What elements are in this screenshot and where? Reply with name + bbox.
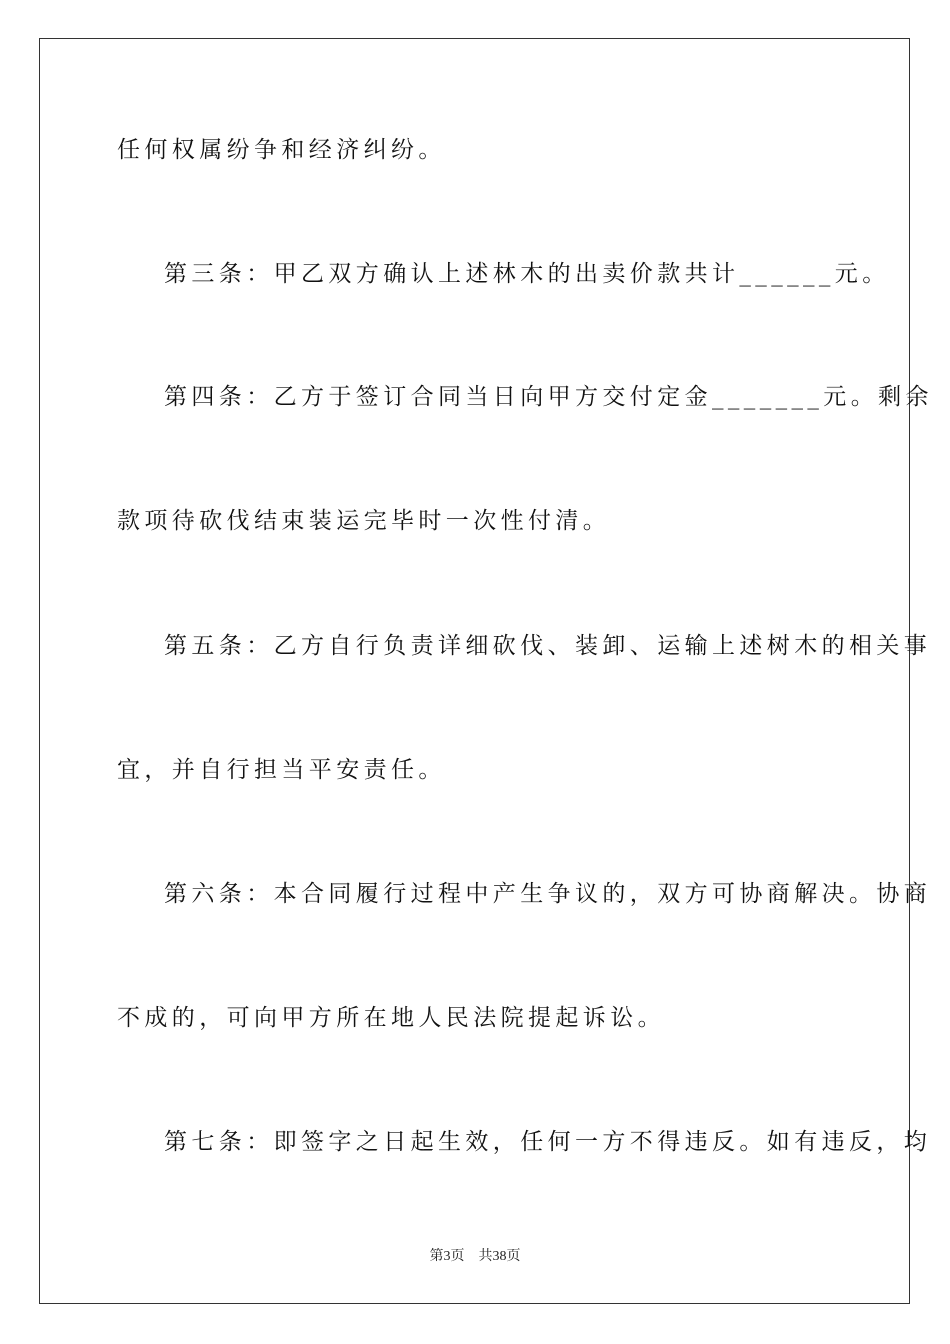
clause-5-line-2: 宜，并自行担当平安责任。 [117,757,446,783]
clause-4-line-2: 款项待砍伐结束装运完毕时一次性付清。 [117,508,611,534]
clause-6-line-2: 不成的，可向甲方所在地人民法院提起诉讼。 [117,1005,665,1031]
clause-6-line-1: 第六条：本合同履行过程中产生争议的，双方可协商解决。协商 [164,881,932,907]
clause-4-line-1: 第四条：乙方于签订合同当日向甲方交付定金_______元。剩余 [164,384,933,410]
page-footer [0,1248,950,1266]
clause-7-line-1: 第七条：即签字之日起生效，任何一方不得违反。如有违反，均 [164,1129,932,1155]
text-line-1: 任何权属纷争和经济纠纷。 [117,137,446,163]
clause-3-line: 第三条：甲乙双方确认上述林木的出卖价款共计______元。 [164,261,890,287]
total-pages: 共38页 [478,1249,521,1264]
clause-5-line-1: 第五条：乙方自行负责详细砍伐、装卸、运输上述树木的相关事 [164,633,932,659]
page-border [39,38,910,1304]
current-page-number: 第3页 [429,1249,465,1264]
